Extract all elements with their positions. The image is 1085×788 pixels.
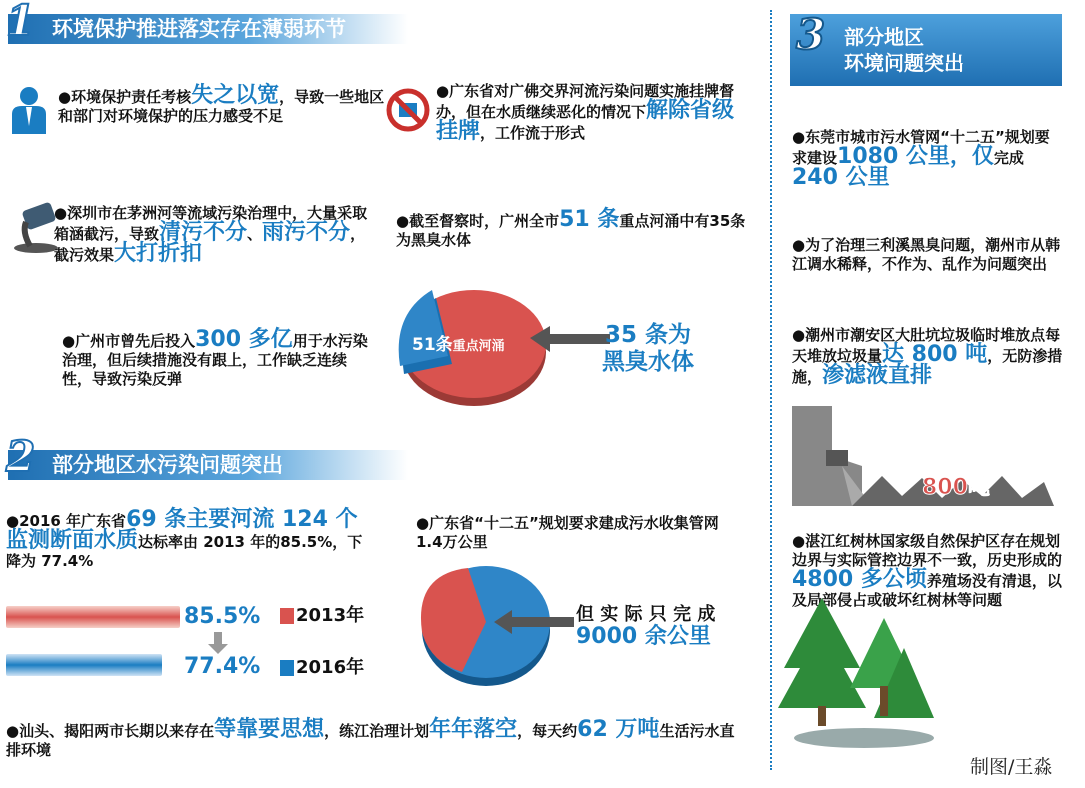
bar-value-2013: 85.5% — [184, 604, 261, 629]
mangrove-trees-illustration — [774, 598, 954, 758]
section1-banner — [6, 0, 408, 45]
s3-paragraph-4: ●湛江红树林国家级自然保护区存在规划边界与实际管控边界不一致，历史形成的4800 多公顷养殖场没有清退，以及局部侵占或破坏红树林等问题 — [792, 532, 1063, 609]
s1-paragraph-3: ●深圳市在茅洲河等流域污染治理中，大量采取箱涵截污，导致清污不分、雨污不分，截污效果大打折扣 — [54, 204, 368, 266]
s1-paragraph-4: ●截至督察时，广州全市51 条重点河涌中有35条为黑臭水体 — [396, 207, 746, 249]
s3-paragraph-2: ●为了治理三利溪黑臭问题，潮州市从韩江调水稀释，不作为、乱作为问题突出 — [792, 236, 1061, 273]
s3-paragraph-3: ●潮州市潮安区大肚坑垃圾临时堆放点每天堆放垃圾量达 800 吨，无防渗措施，渗滤液直排 — [792, 326, 1063, 388]
section3-banner — [790, 10, 1062, 86]
bar-2013 — [6, 606, 180, 628]
legend-2013: 2013年 — [296, 605, 365, 626]
column-divider — [770, 10, 772, 770]
pie-label-51: 51条重点河涌 — [412, 335, 505, 355]
legend-2016: 2016年 — [296, 657, 365, 678]
s1-paragraph-5: ●广州市曾先后投入300 多亿用于水污染治理，但后续措施没有跟上，工作缺乏连续性，导致污染反弹 — [62, 327, 368, 388]
bar-2016 — [6, 654, 162, 676]
pie2-callout: 但 实 际 只 完 成 9000 余公里 — [576, 604, 716, 649]
credit: 制图/王淼 — [970, 756, 1053, 778]
s2-paragraph-1: ●2016 年广东省69 条主要河流 124 个监测断面水质达标率由 2013 年的85.5%，下降为 77.4% — [6, 507, 363, 570]
legend-swatch-2016 — [280, 660, 294, 676]
s3-paragraph-1: ●东莞市城市污水管网“十二五”规划要求建设1080 公里，仅完成240 公里 — [792, 128, 1050, 190]
section2-banner — [6, 432, 408, 481]
s2-paragraph-2: ●广东省“十二五”规划要求建成污水收集管网1.4万公里 — [416, 514, 719, 551]
arrow-icon — [530, 322, 610, 362]
section-title: 部分地区水污染问题突出 — [52, 453, 283, 477]
s1-paragraph-1: ●环境保护责任考核失之以宽，导致一些地区和部门对环境保护的压力感受不足 — [58, 83, 385, 125]
no-pollution-icon — [386, 88, 430, 132]
section-number: 2 — [6, 432, 36, 481]
sewage-pipe-icon — [10, 198, 60, 254]
s2-paragraph-3: ●汕头、揭阳两市长期以来存在等靠要思想，练江治理计划年年落空，每天约62 万吨生活污水直排环境 — [6, 717, 735, 759]
down-arrow-icon — [206, 632, 230, 656]
section-number: 3 — [796, 10, 826, 59]
legend-swatch-2013 — [280, 608, 294, 624]
section-title: 部分地区 环境问题突出 — [844, 25, 964, 75]
section-number: 1 — [6, 0, 36, 45]
arrow-icon — [494, 608, 574, 638]
s1-paragraph-2: ●广东省对广佛交界河流污染问题实施挂牌督办，但在水质继续恶化的情况下解除省级挂牌，工作流于形式 — [436, 82, 735, 144]
section-title: 环境保护推进落实存在薄弱环节 — [52, 17, 346, 41]
official-person-icon — [10, 86, 48, 136]
pie-callout: 35 条为 黑臭水体 — [602, 322, 694, 375]
bar-value-2016: 77.4% — [184, 654, 261, 679]
garbage-label: 800吨 — [922, 475, 990, 500]
